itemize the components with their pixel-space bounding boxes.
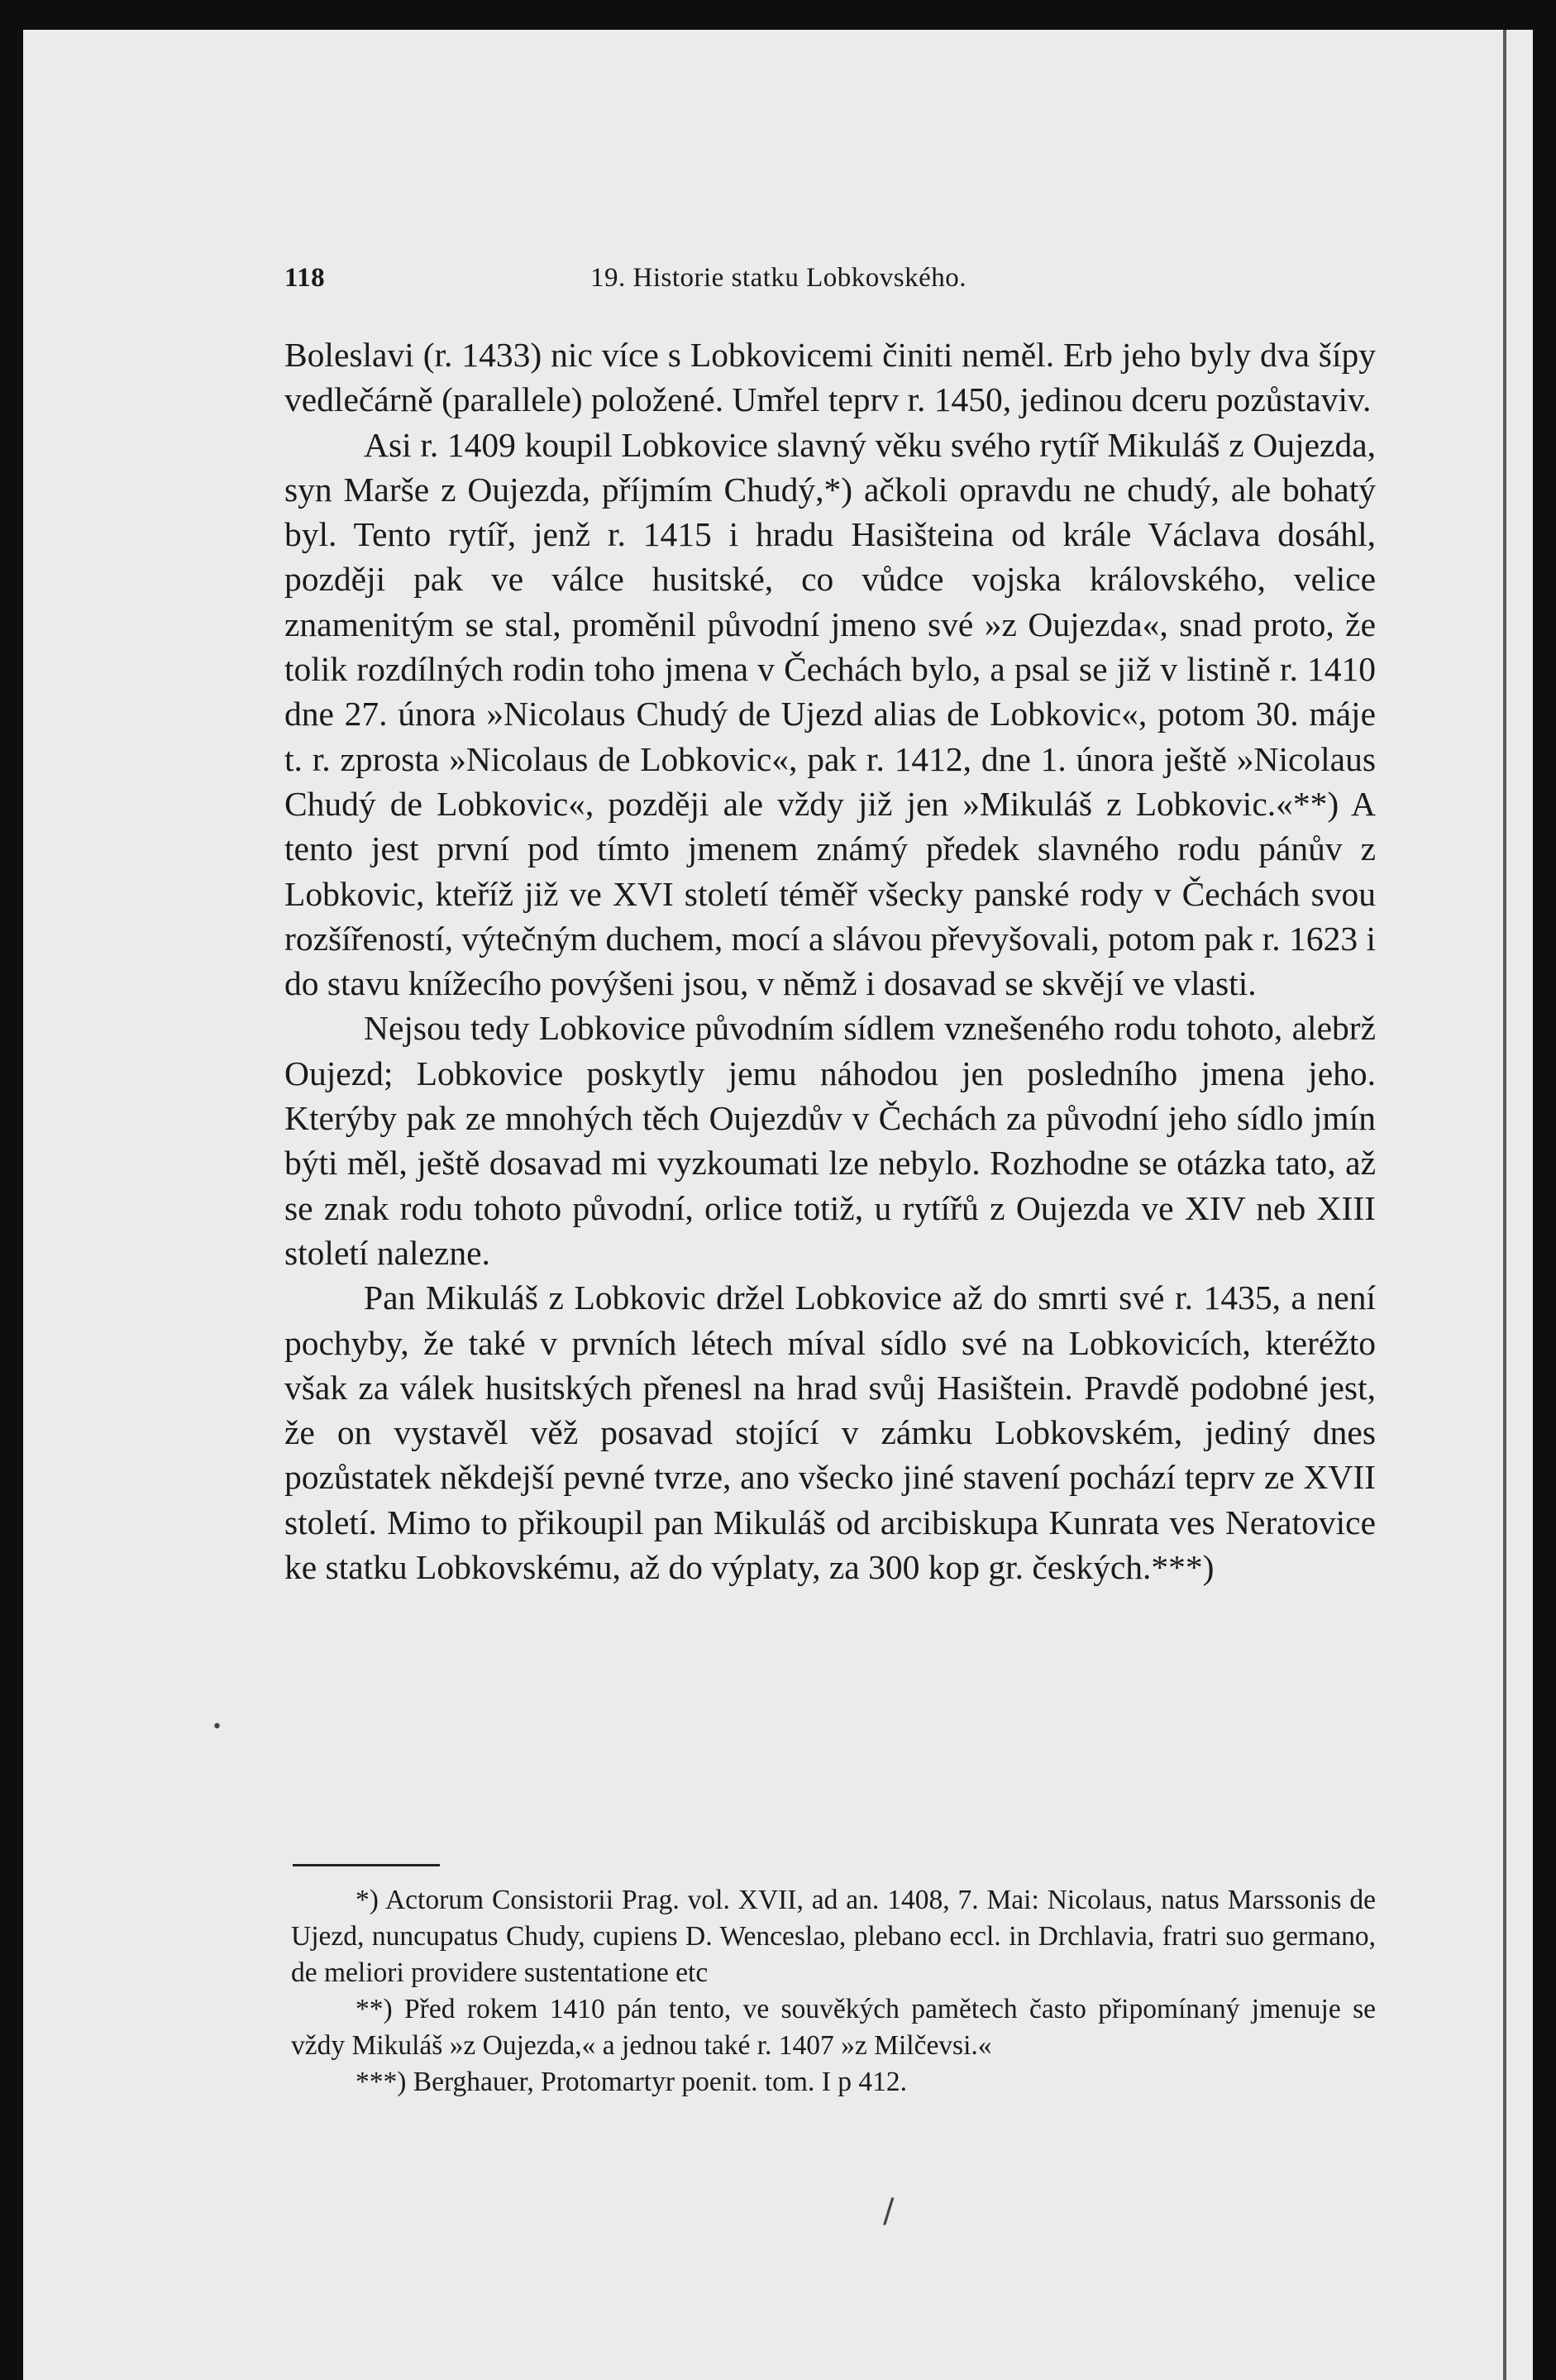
margin-dot: •	[212, 1717, 222, 1737]
book-page	[23, 30, 1533, 2380]
footnote-3: ***) Berghauer, Protomartyr poenit. tom. I p 412.	[356, 2067, 907, 2097]
footnote-2: **) Před rokem 1410 pán tento, ve souvěkých pamětech často připomínaný jmenuje se vždy Mikuláš »z Oujezda,« a jednou také r. 1407 »z Milčevsi.«	[291, 1994, 1376, 2061]
paragraph-4: Pan Mikuláš z Lobkovic držel Lobkovice až do smrti své r. 1435, a není pochyby, že také v prvních létech míval sídlo své na Lobkovicích, kteréžto však za válek husitských přenesl na hrad svůj Hasištein. Pravdě podobné jest, že on vystavěl věž posavad stojící v zámku Lobkovském, jediný dnes pozůstatek někdejší pevné tvrze, ano všecko jiné stavení pochází teprv ze XVII století. Mimo to přikoupil pan Mikuláš od arcibiskupa Kunrata ves Neratovice ke statku Lobkovskému, až do výplaty, za 300 kop gr. českých.***)	[284, 1278, 1376, 1587]
paragraph-3: Nejsou tedy Lobkovice původním sídlem vznešeného rodu tohoto, alebrž Oujezd; Lobkovice poskytly jemu náhodou jen posledního jmena jeho. Kterýby pak ze mnohých těch Oujezdův v Čechách za původní jeho sídlo jmín býti měl, ještě dosavad mi vyzkoumati lze nebylo. Rozhodne se otázka tato, až se znak rodu tohoto původní, orlice totiž, u rytířů z Oujezda ve XIV neb XIII století nalezne.	[284, 1009, 1376, 1272]
page-number: 118	[284, 263, 326, 293]
footnote-divider	[293, 1864, 440, 1866]
footnotes	[291, 1882, 1376, 2100]
running-title: 19. Historie statku Lobkovského.	[590, 263, 967, 293]
footnote-1: *) Actorum Consistorii Prag. vol. XVII, ad an. 1408, 7. Mai: Nicolaus, natus Marssonis de Ujezd, nuncupatus Chudy, cupiens D. Wenceslao, plebano eccl. in Drchlavia, fratri suo germano, de meliori providere sustentatione etc	[291, 1885, 1376, 1988]
paragraph-1: Boleslavi (r. 1433) nic více s Lobkovicemi činiti neměl. Erb jeho byly dva šípy vedlečárně (parallele) položené. Umřel teprv r. 1450, jedinou dceru pozůstaviv.	[284, 336, 1376, 419]
body-text	[284, 332, 1376, 1589]
stray-pen-mark: /	[883, 2192, 895, 2230]
page-edge-shadow	[1503, 30, 1506, 2380]
paragraph-2: Asi r. 1409 koupil Lobkovice slavný věku svého rytíř Mikuláš z Oujezda, syn Marše z Oujezda, příjmím Chudý,*) ačkoli opravdu ne chudý, ale bohatý byl. Tento rytíř, jenž r. 1415 i hradu Hasišteina od krále Václava dosáhl, později pak ve válce husitské, co vůdce vojska královského, velice znamenitým se stal, proměnil původní jmeno své »z Oujezda«, snad proto, že tolik rozdílných rodin toho jmena v Čechách bylo, a psal se již v listině r. 1410 dne 27. února »Nicolaus Chudý de Ujezd alias de Lobkovic«, potom 30. máje t. r. zprosta »Nicolaus de Lobkovic«, pak r. 1412, dne 1. února ještě »Nicolaus Chudý de Lobkovic«, později ale vždy již jen »Mikuláš z Lobkovic.«**) A tento jest první pod tímto jmenem známý předek slavného rodu pánův z Lobkovic, kteříž již ve XVI století téměř všecky panské rody v Čechách svou rozšířeností, výtečným duchem, mocí a slávou převyšovali, potom pak r. 1623 i do stavu knížecího povýšeni jsou, v němž i dosavad se skvějí ve vlasti.	[284, 425, 1376, 1003]
